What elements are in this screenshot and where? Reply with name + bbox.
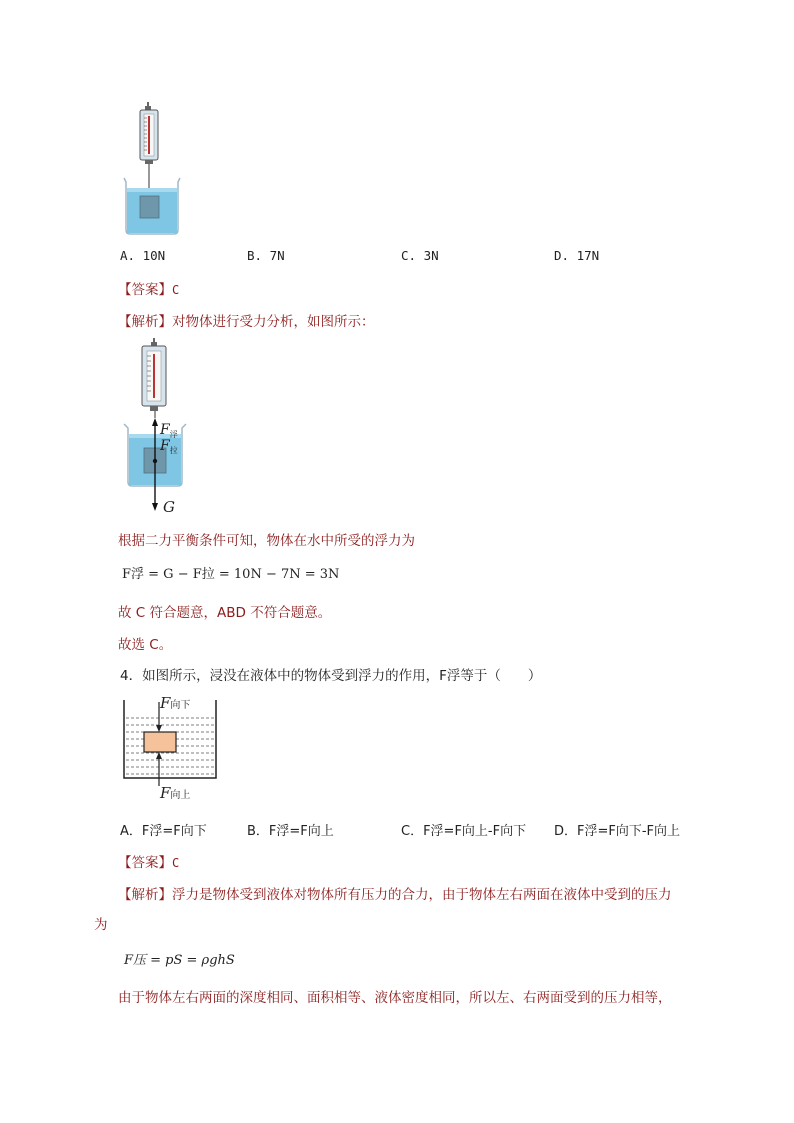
conclusion-line-2: 故 C 符合题意，ABD 不符合题意。 <box>118 605 332 621</box>
q4-analysis-label: 【解析】 <box>118 887 172 903</box>
q4-question: 4．如图所示，浸没在液体中的物体受到浮力的作用，F浮等于（ ） <box>120 668 542 684</box>
q4-analysis-text-1: 浮力是物体受到液体对物体所有压力的合力，由于物体左右两面在液体中受到的压力 <box>172 887 672 903</box>
analysis-label: 【解析】 <box>118 314 172 330</box>
q4-option-b: B．F浮=F向上 <box>247 824 334 839</box>
q4-analysis-line <box>118 883 672 903</box>
q4-answer-line <box>118 851 179 871</box>
q4-option-d: D．F浮=F向下-F向上 <box>554 824 681 839</box>
option-b: B. 7N <box>247 248 285 263</box>
gravity-label: G <box>163 498 175 516</box>
q4-option-c: C．F浮=F向上-F向下 <box>401 824 527 839</box>
pressure-formula: F压 = pS = ρghS <box>124 953 235 968</box>
analysis-text: 对物体进行受力分析，如图所示： <box>172 314 375 330</box>
q4-option-a: A．F浮=F向下 <box>120 824 207 839</box>
conclusion-line-1: 根据二力平衡条件可知，物体在水中所受的浮力为 <box>118 533 415 549</box>
q4-answer-value: C <box>172 856 180 870</box>
force-up-label: F向上 <box>160 784 191 802</box>
tension-label: $F_拉$ <box>160 438 178 455</box>
option-d: D. 17N <box>554 248 600 263</box>
buoyancy-formula: F浮 = G − F拉 = 10N − 7N = 3N <box>122 567 340 582</box>
q4-answer-label: 【答案】 <box>118 855 172 871</box>
spring-scale-beaker-figure <box>118 100 188 235</box>
force-analysis-figure <box>118 338 198 518</box>
option-a: A. 10N <box>120 248 166 263</box>
answer-line <box>118 278 179 298</box>
q4-analysis-text-3: 由于物体左右两面的深度相同、面积相等、液体密度相同，所以左、右两面受到的压力相等， <box>118 990 672 1006</box>
buoyancy-label: $F_浮$ <box>160 422 178 439</box>
answer-label: 【答案】 <box>118 282 172 298</box>
option-c: C. 3N <box>401 248 439 263</box>
q4-analysis-text-2: 为 <box>94 917 108 933</box>
answer-value: C <box>172 283 180 297</box>
analysis-line <box>118 310 375 330</box>
final-choice: 故选 C。 <box>118 637 173 653</box>
force-down-label: F向下 <box>160 694 191 712</box>
